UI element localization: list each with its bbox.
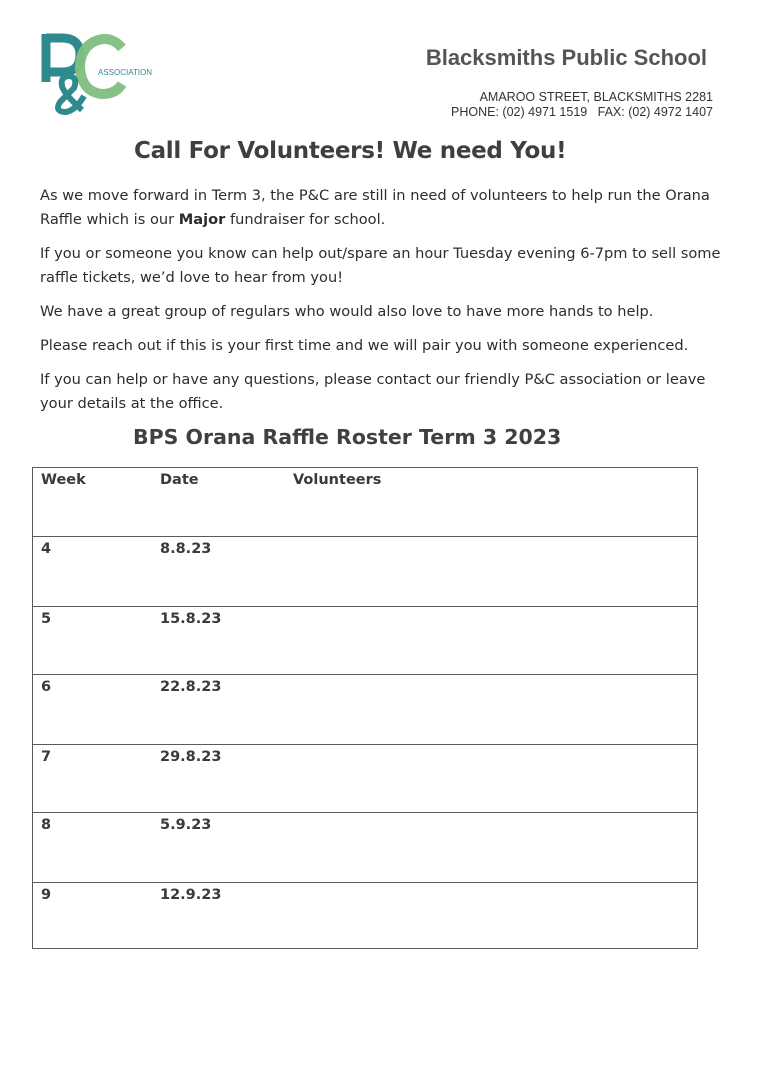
table-row bbox=[33, 744, 697, 812]
table-row bbox=[33, 606, 697, 674]
week-cell: 8 bbox=[41, 817, 52, 833]
pc-logo-icon bbox=[40, 30, 170, 120]
paragraph-1 bbox=[40, 184, 730, 232]
table-row bbox=[33, 812, 697, 882]
school-address bbox=[451, 90, 713, 120]
date-cell: 29.8.23 bbox=[160, 749, 222, 765]
week-cell: 9 bbox=[41, 887, 52, 903]
paragraph-1-bold: Major bbox=[178, 211, 226, 228]
date-cell: 12.9.23 bbox=[160, 887, 222, 903]
phone-fax-line: PHONE: (02) 4971 1519 FAX: (02) 4972 1407 bbox=[451, 105, 713, 119]
week-header: Week bbox=[41, 472, 86, 488]
volunteers-header: Volunteers bbox=[293, 472, 382, 488]
week-cell: 5 bbox=[41, 611, 52, 627]
address-line: AMAROO STREET, BLACKSMITHS 2281 bbox=[479, 90, 713, 104]
date-header: Date bbox=[160, 472, 199, 488]
date-cell: 15.8.23 bbox=[160, 611, 222, 627]
roster-title: BPS Orana Raffle Roster Term 3 2023 bbox=[133, 425, 562, 449]
table-row bbox=[33, 536, 697, 606]
school-name: Blacksmiths Public School bbox=[425, 45, 707, 70]
body-text bbox=[40, 184, 730, 426]
week-cell: 6 bbox=[41, 679, 52, 695]
week-cell: 4 bbox=[41, 541, 52, 557]
date-cell: 22.8.23 bbox=[160, 679, 222, 695]
table-row bbox=[33, 882, 697, 948]
roster-table bbox=[32, 467, 698, 949]
paragraph-2: If you or someone you know can help out/spare an hour Tuesday evening 6-7pm to sell some raffle tickets, we’d love to hear from you! bbox=[40, 245, 721, 286]
paragraph-1-end: fundraiser for school. bbox=[225, 211, 386, 228]
paragraph-1-text: As we move forward in Term 3, the P&C are still in need of volunteers to help run the Orana Raffle which is our bbox=[40, 187, 710, 228]
paragraph-4: Please reach out if this is your first time and we will pair you with someone experienced. bbox=[40, 337, 689, 354]
page-headline: Call For Volunteers! We need You! bbox=[134, 138, 567, 164]
pc-association-logo bbox=[40, 30, 170, 120]
date-cell: 5.9.23 bbox=[160, 817, 212, 833]
date-cell: 8.8.23 bbox=[160, 541, 212, 557]
week-cell: 7 bbox=[41, 749, 52, 765]
table-row bbox=[33, 674, 697, 744]
paragraph-5: If you can help or have any questions, please contact our friendly P&C association or leave your details at the office. bbox=[40, 371, 706, 412]
roster-header-row bbox=[33, 468, 697, 536]
logo-word: ASSOCIATION bbox=[98, 68, 153, 77]
paragraph-3: We have a great group of regulars who would also love to have more hands to help. bbox=[40, 303, 654, 320]
